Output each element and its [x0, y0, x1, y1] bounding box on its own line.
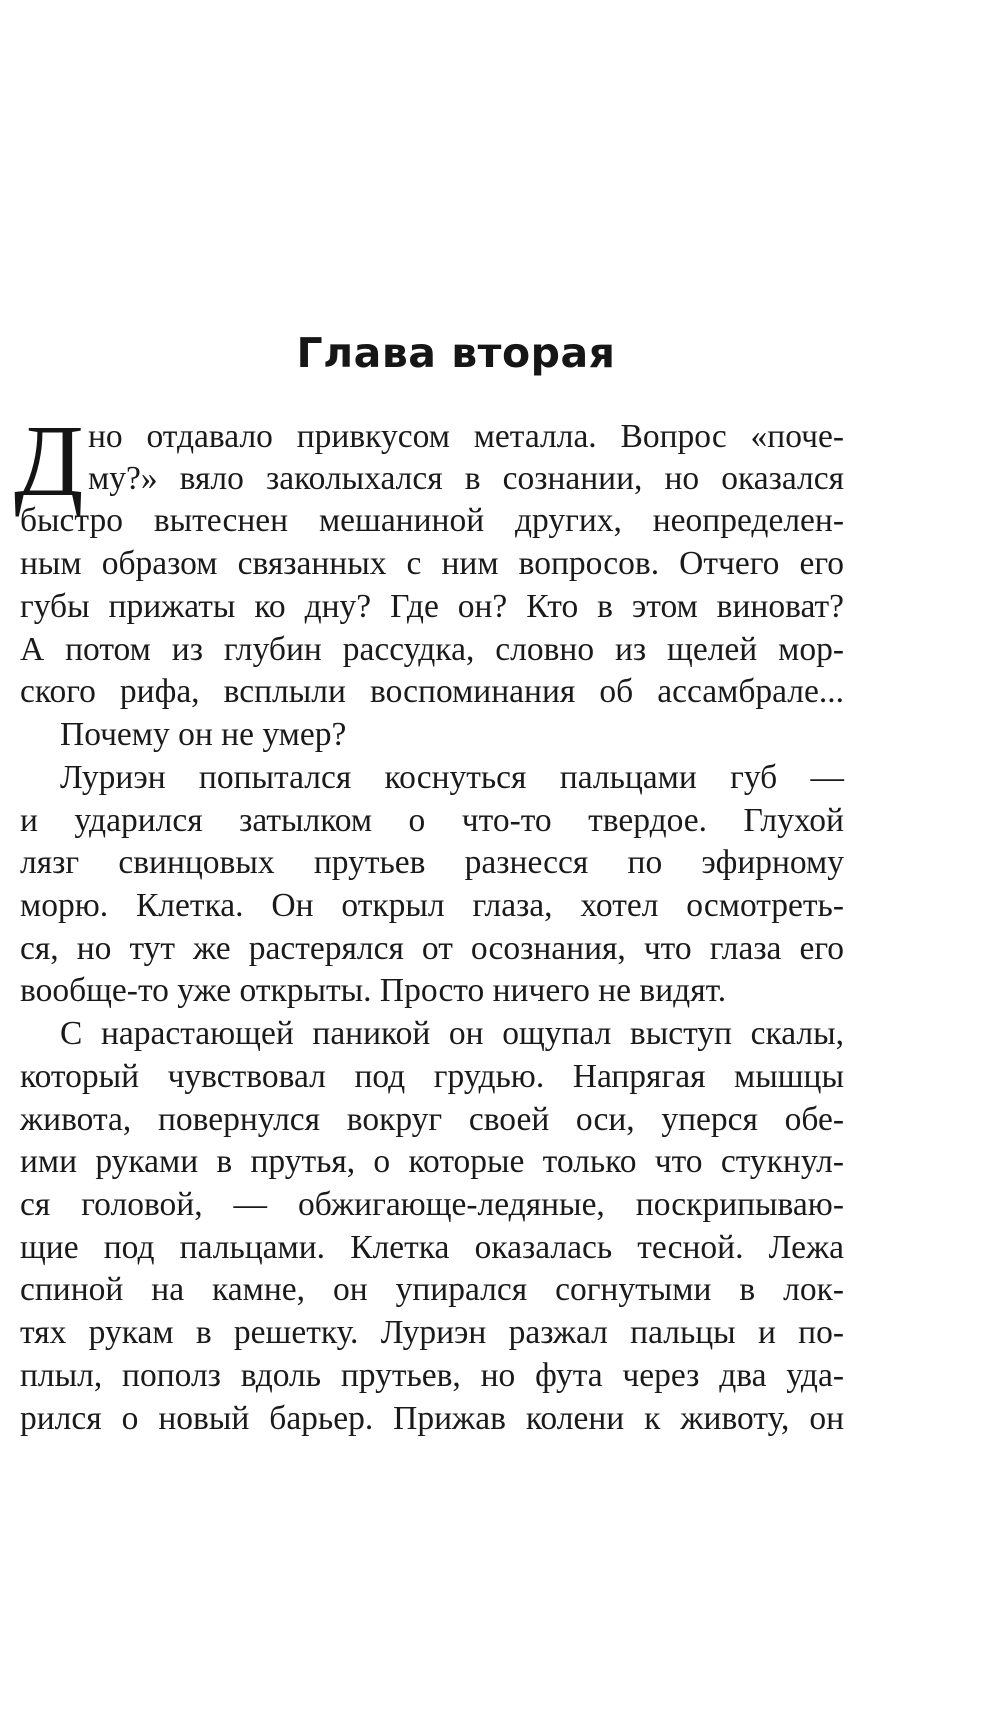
text-line: тях рукам в решетку. Луриэн разжал пальцы и по-	[20, 1314, 844, 1351]
text-line: ся, но тут же растерялся от осознания, что глаза его	[20, 930, 844, 967]
text-line: ими руками в прутья, о которые только что стукнул-	[20, 1143, 844, 1180]
text-line: морю. Клетка. Он открыл глаза, хотел осмотреть-	[20, 887, 844, 924]
chapter-title: Глава вторая	[296, 329, 616, 377]
text-line: ся головой, — обжигающе-ледяные, поскрипываю-	[20, 1186, 844, 1223]
text-line: ным образом связанных с ним вопросов. Отчего его	[20, 545, 844, 582]
text-line: и ударился затылком о что-то твердое. Глухой	[20, 802, 844, 839]
text-line: плыл, пополз вдоль прутьев, но фута через два уда-	[20, 1357, 844, 1394]
text-line: рился о новый барьер. Прижав колени к животу, он	[20, 1400, 844, 1437]
text-line: который чувствовал под грудью. Напрягая мышцы	[20, 1058, 844, 1095]
text-line: спиной на камне, он упирался согнутыми в лок-	[20, 1271, 844, 1308]
text-line: быстро вытеснен мешаниной других, неопределен-	[20, 502, 844, 539]
text-line: ского рифа, всплыли воспоминания об ассамбрале...	[20, 673, 844, 710]
text-line: губы прижаты ко дну? Где он? Кто в этом виноват?	[20, 588, 844, 625]
text-line: С нарастающей паникой он ощупал выступ скалы,	[60, 1015, 844, 1052]
drop-cap-letter: Д	[14, 405, 84, 518]
text-line: щие под пальцами. Клетка оказалась тесной. Лежа	[20, 1229, 844, 1266]
text-line: вообще-то уже открыты. Просто ничего не видят.	[20, 972, 727, 1009]
text-line: но отдавало привкусом металла. Вопрос «поче-	[88, 418, 844, 455]
text-line: му?» вяло заколыхался в сознании, но оказался	[88, 460, 844, 497]
text-line: лязг свинцовых прутьев разнесся по эфирному	[20, 844, 844, 881]
text-line: Луриэн попытался коснуться пальцами губ —	[60, 759, 844, 796]
text-line: А потом из глубин рассудка, словно из щелей мор-	[20, 631, 844, 668]
text-line: Почему он не умер?	[60, 716, 347, 753]
text-line: живота, повернулся вокруг своей оси, уперся обе-	[20, 1101, 844, 1138]
